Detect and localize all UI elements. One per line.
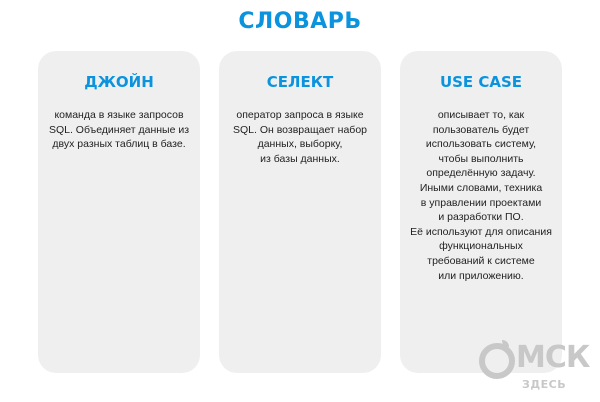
card-heading: СЕЛЕКТ — [266, 73, 334, 91]
glossary-card-use-case — [400, 51, 562, 373]
page-title: СЛОВАРЬ — [238, 9, 362, 34]
glossary-card-select — [219, 51, 381, 373]
logo-subtitle: ЗДЕСЬ — [522, 378, 567, 391]
card-definition: оператор запроса в языке SQL. Он возвращает набор данных, выборку, из базы данных. — [232, 109, 367, 165]
card-definition: команда в языке запросов SQL. Объединяет данные из двух разных таблиц в базе. — [48, 109, 190, 151]
msk-zdes-logo — [476, 336, 594, 398]
logo-wordmark: МСК — [516, 340, 590, 375]
glossary-card-join — [38, 51, 200, 373]
card-heading: ДЖОЙН — [84, 73, 154, 91]
card-definition: описывает то, как пользователь будет использовать систему, чтобы выполнить определённую задачу. Иными словами, техника в управлении проектами и разработки ПО. Её используют для описания функциональных требований к системе или приложению. — [410, 109, 552, 282]
card-heading: USE CASE — [439, 73, 523, 91]
